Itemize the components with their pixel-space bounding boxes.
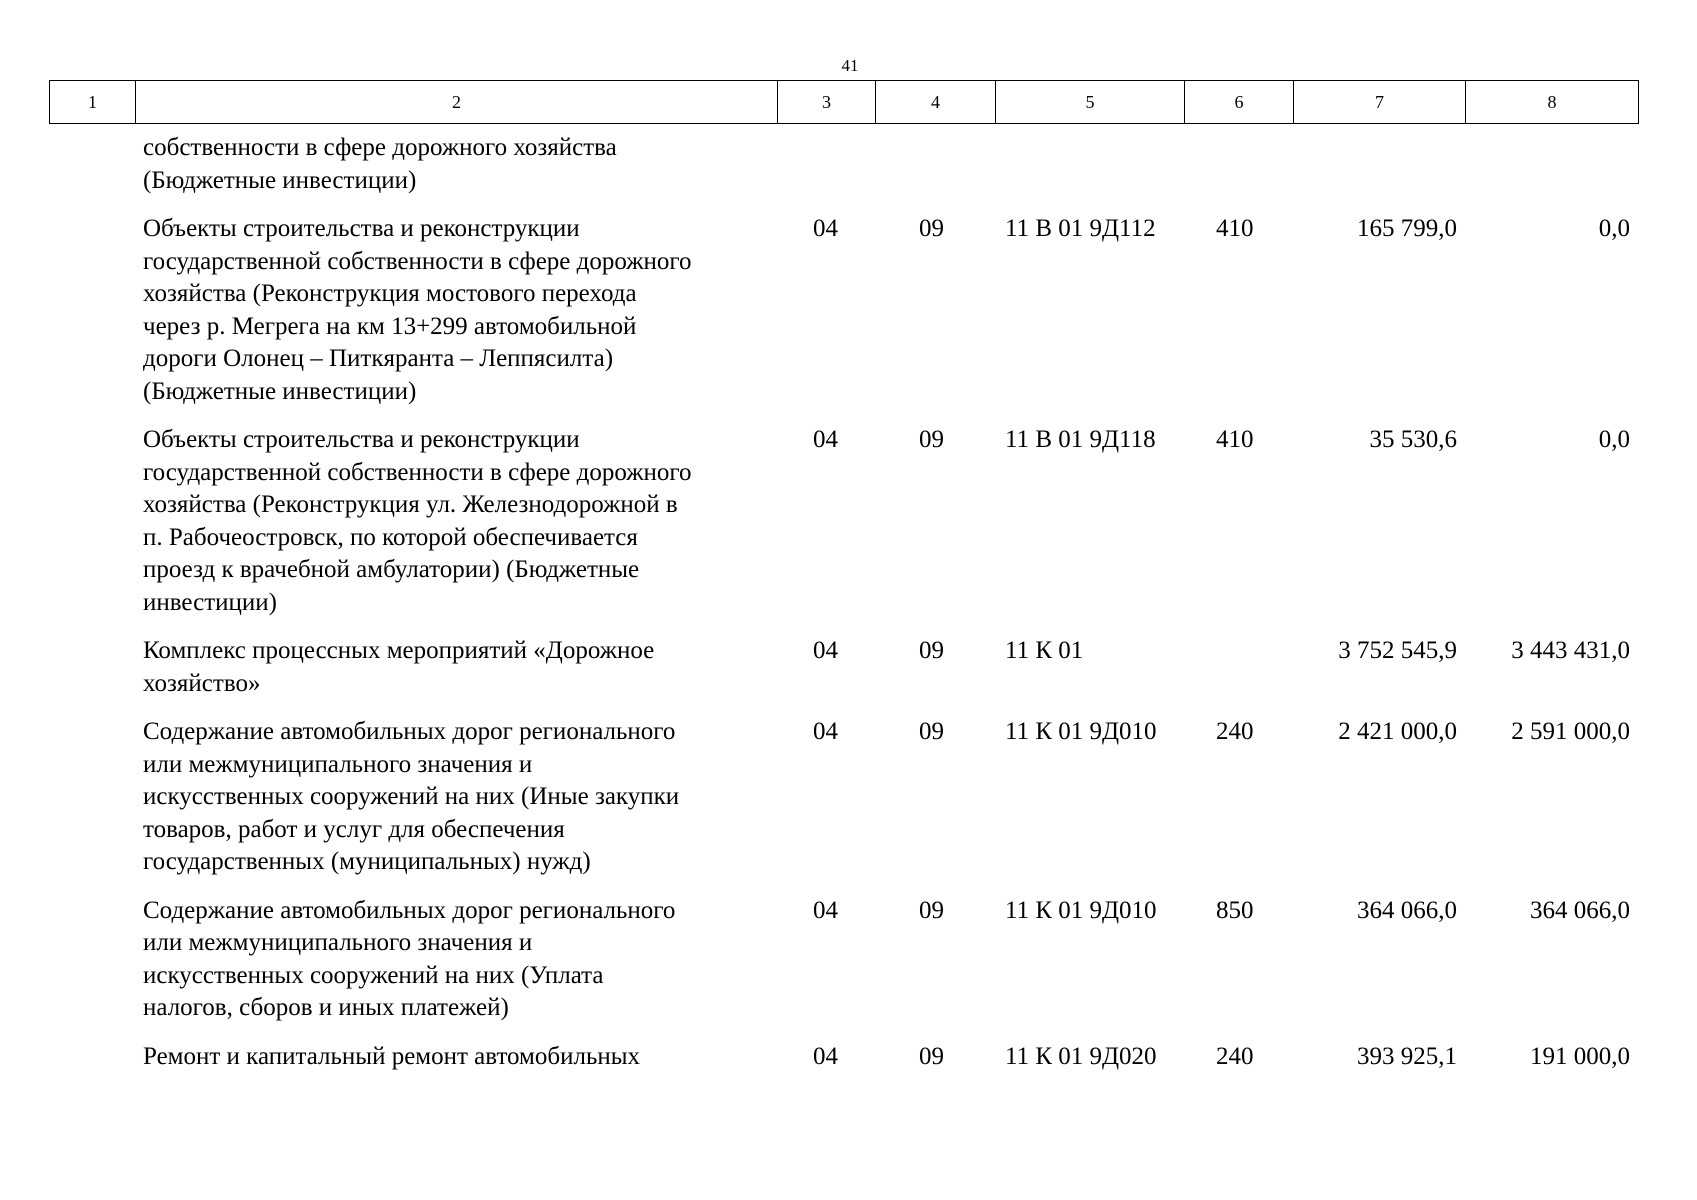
cell-subsection: 09 [919,637,944,664]
cell-expense-type [1184,635,1293,700]
page-number: 41 [841,56,859,75]
cell-col1 [49,895,135,1025]
cell-target-article: 11 В 01 9Д118 [1005,426,1156,453]
cell-target-article: 11 К 01 9Д020 [1005,1042,1157,1070]
column-header-table [49,80,1639,124]
cell-amount-8: 364 066,0 [1530,896,1630,924]
cell-section: 04 [813,215,838,242]
cell-name: собственности в сфере дорожного хозяйства (Бюджетные инвестиции) [143,134,617,194]
cell-col1 [49,132,135,197]
cell-expense-type [1184,132,1293,197]
cell-subsection: 09 [919,718,944,745]
cell-col1 [49,213,135,408]
cell-name: Объекты строительства и реконструкции государственной собственности в сфере дорожного хозяйства (Реконструкция мостового перехода через р. Мегрега на км 13+299 автомобильной дороги Олонец – Питкяранта – Леппясилта) (Бюджетные инвестиции) [143,215,692,405]
cell-expense-type: 410 [1216,215,1254,242]
cell-subsection: 09 [919,426,944,453]
cell-section: 04 [813,426,838,453]
table-row [49,424,1638,619]
table-row [49,213,1638,408]
table-row [49,635,1638,700]
cell-section: 04 [813,896,838,924]
cell-section [777,132,875,197]
cell-target-article: 11 К 01 [1005,637,1084,664]
cell-expense-type: 410 [1216,426,1254,453]
cell-subsection: 09 [919,1042,944,1070]
cell-target-article [995,132,1184,197]
header-row [50,81,1639,124]
cell-amount-8: 2 591 000,0 [1511,718,1630,745]
cell-section: 04 [813,1042,838,1070]
cell-col1 [49,716,135,879]
table-row [49,132,1638,197]
cell-amount-7: 393 925,1 [1357,1042,1457,1070]
cell-amount-7: 3 752 545,9 [1338,637,1457,664]
cell-name: Ремонт и капитальный ремонт автомобильных [143,1042,641,1070]
cell-amount-7: 35 530,6 [1369,426,1457,453]
cell-amount-7: 2 421 000,0 [1338,718,1457,745]
cell-amount-8: 191 000,0 [1530,1042,1630,1070]
cell-amount-7: 364 066,0 [1357,896,1457,924]
cell-amount-8 [1465,132,1638,197]
header-cell-1: 1 [50,81,136,124]
table-row [49,895,1638,1025]
cell-expense-type: 240 [1216,718,1254,745]
cell-amount-7: 165 799,0 [1357,215,1457,242]
cell-expense-type: 850 [1216,896,1254,924]
cell-target-article: 11 К 01 9Д010 [1005,896,1157,924]
cell-name: Объекты строительства и реконструкции государственной собственности в сфере дорожного хозяйства (Реконструкция ул. Железнодорожной в п. Рабочеостровск, по которой обеспечивается проезд к врачебной амбулатории) (Бюджетные инвестиции) [143,426,692,616]
cell-subsection [875,132,995,197]
header-cell-8: 8 [1466,81,1639,124]
cell-amount-7 [1293,132,1465,197]
cell-name: Комплекс процессных мероприятий «Дорожное хозяйство» [143,637,655,697]
cell-amount-8: 0,0 [1598,426,1630,453]
table-body [49,132,1638,1089]
cell-amount-8: 0,0 [1598,215,1630,242]
header-cell-2: 2 [136,81,778,124]
header-cell-7: 7 [1294,81,1466,124]
cell-name: Содержание автомобильных дорог регионального или межмуниципального значения и искусственных сооружений на них (Уплата налогов, сборов и иных платежей) [143,896,676,1021]
table-row [49,1041,1638,1074]
cell-expense-type: 240 [1216,1042,1254,1070]
cell-col1 [49,1041,135,1074]
cell-section: 04 [813,637,838,664]
header-cell-3: 3 [778,81,876,124]
cell-target-article: 11 К 01 9Д010 [1005,718,1157,745]
cell-subsection: 09 [919,896,944,924]
cell-name: Содержание автомобильных дорог регионального или межмуниципального значения и искусственных сооружений на них (Иные закупки товаров, работ и услуг для обеспечения государственных (муниципальных) нужд) [143,718,680,875]
header-cell-4: 4 [876,81,996,124]
cell-section: 04 [813,718,838,745]
table-row [49,716,1638,879]
cell-amount-8: 3 443 431,0 [1511,637,1630,664]
cell-col1 [49,424,135,619]
cell-col1 [49,635,135,700]
header-cell-5: 5 [996,81,1185,124]
cell-target-article: 11 В 01 9Д112 [1005,215,1156,242]
cell-subsection: 09 [919,215,944,242]
header-cell-6: 6 [1185,81,1294,124]
